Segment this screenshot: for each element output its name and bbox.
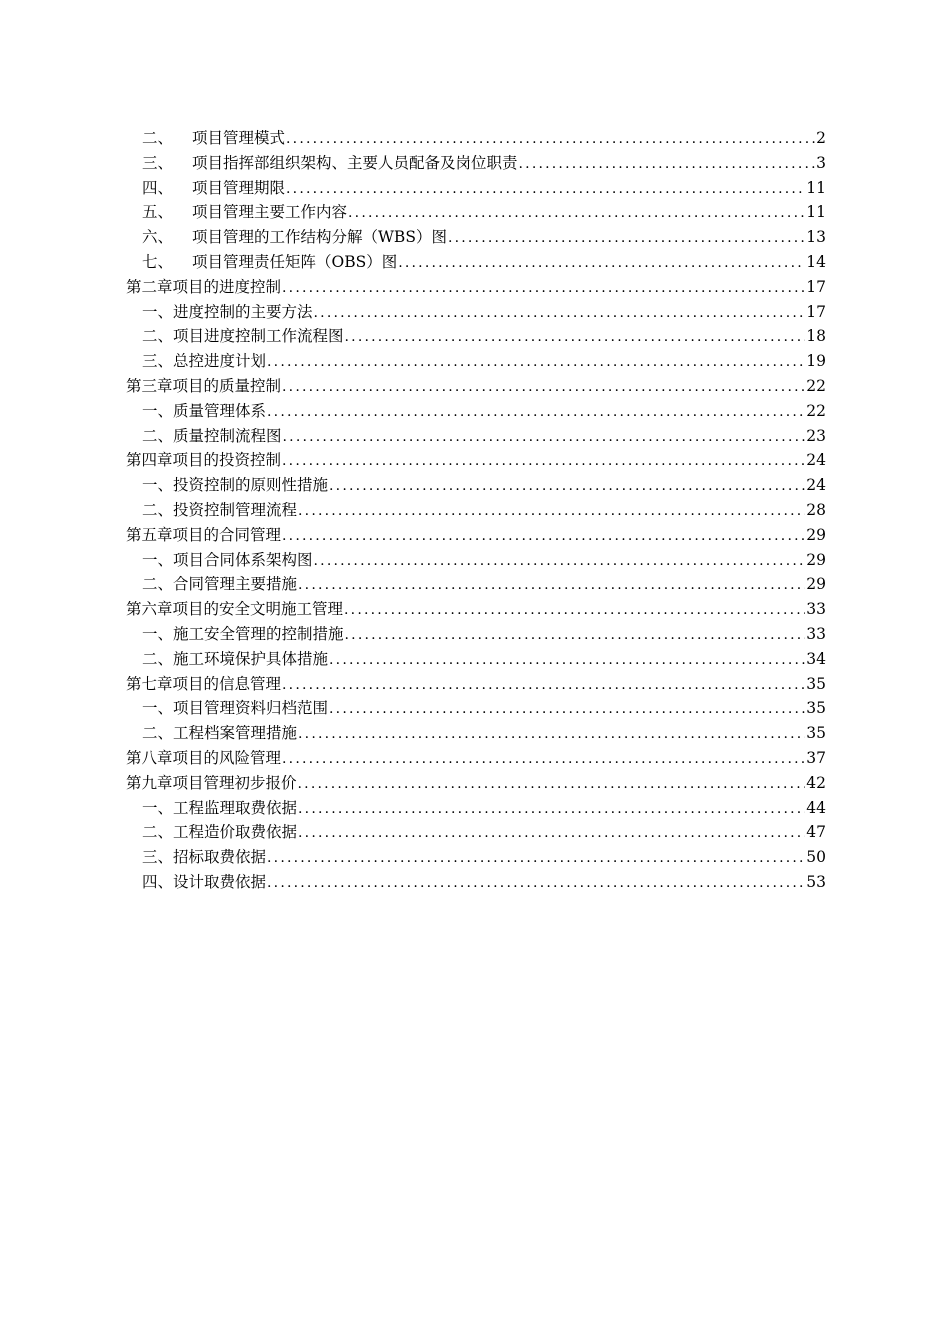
toc-page-number: 23 — [806, 426, 826, 445]
toc-entry-title: 项目的信息管理 — [172, 674, 282, 693]
toc-dot-leader — [286, 127, 815, 152]
toc-chapter-entry[interactable] — [126, 672, 826, 697]
toc-entry-number: 二、 — [142, 426, 174, 445]
toc-entry-number: 第三章 — [126, 376, 173, 395]
toc-entry-number: 一、 — [142, 476, 174, 495]
toc-entry-title: 项目的质量控制 — [172, 376, 282, 395]
toc-page-number: 34 — [806, 649, 826, 668]
toc-entry-number: 二、 — [142, 823, 174, 842]
toc-entry-number: 一、 — [142, 624, 174, 643]
toc-entry-title: 项目的进度控制 — [172, 277, 282, 296]
toc-entry-number: 第二章 — [126, 277, 173, 296]
toc-entry-number: 第四章 — [126, 451, 173, 470]
toc-page-number: 29 — [806, 550, 826, 569]
toc-entry-number: 第七章 — [126, 674, 173, 693]
toc-chapter-entry[interactable] — [126, 374, 826, 399]
toc-entry-number: 二、 — [142, 724, 174, 743]
toc-entry-title: 投资控制管理流程 — [173, 500, 298, 519]
toc-section-entry[interactable] — [126, 622, 826, 647]
toc-dot-leader — [348, 201, 805, 226]
toc-page-number: 19 — [806, 352, 826, 371]
toc-dot-leader — [314, 301, 806, 326]
toc-entry-number: 第八章 — [126, 748, 173, 767]
toc-section-entry[interactable] — [126, 820, 826, 845]
toc-page-number: 50 — [806, 848, 826, 867]
toc-entry-number: 二、 — [142, 575, 174, 594]
toc-entry-number: 五、 — [142, 203, 174, 222]
toc-section-entry[interactable] — [126, 473, 826, 498]
toc-entry-number: 七、 — [142, 252, 174, 271]
toc-dot-leader — [282, 375, 805, 400]
toc-dot-leader — [298, 772, 806, 797]
toc-entry-title: 项目管理模式 — [192, 129, 286, 147]
toc-section-entry[interactable] — [126, 300, 826, 325]
toc-section-entry[interactable] — [126, 424, 826, 449]
toc-section-entry[interactable] — [126, 176, 826, 201]
toc-section-entry[interactable] — [126, 845, 826, 870]
toc-entry-title: 施工环境保护具体措施 — [173, 649, 329, 668]
toc-entry-title: 质量管理体系 — [173, 401, 267, 420]
toc-chapter-entry[interactable] — [126, 275, 826, 300]
toc-entry-title: 项目管理主要工作内容 — [192, 203, 348, 222]
toc-entry-title: 项目管理责任矩阵（OBS）图 — [192, 252, 398, 271]
toc-dot-leader — [298, 821, 805, 846]
toc-dot-leader — [283, 425, 806, 450]
toc-page-number: 29 — [806, 525, 826, 544]
toc-entry-title: 项目管理初步报价 — [172, 773, 297, 792]
toc-dot-leader — [519, 152, 816, 177]
toc-entry-title: 工程监理取费依据 — [173, 798, 298, 817]
toc-chapter-entry[interactable] — [126, 523, 826, 548]
toc-page-number: 3 — [816, 153, 826, 172]
toc-entry-title: 设计取费依据 — [173, 872, 267, 891]
toc-section-entry[interactable] — [126, 250, 826, 275]
toc-dot-leader — [398, 251, 805, 276]
toc-dot-leader — [329, 474, 805, 499]
toc-page-number: 14 — [806, 252, 826, 271]
toc-entry-title: 项目管理的工作结构分解（WBS）图 — [192, 228, 447, 247]
toc-dot-leader — [344, 598, 805, 623]
toc-entry-number: 一、 — [142, 798, 174, 817]
toc-dot-leader — [298, 797, 805, 822]
toc-page-number: 17 — [806, 277, 826, 296]
toc-entry-number: 六、 — [142, 228, 174, 247]
toc-dot-leader — [329, 697, 805, 722]
toc-section-entry[interactable] — [126, 349, 826, 374]
toc-section-entry[interactable] — [126, 721, 826, 746]
toc-dot-leader — [282, 449, 805, 474]
toc-entry-number: 二、 — [142, 649, 174, 668]
toc-section-entry[interactable] — [126, 796, 826, 821]
toc-entry-title: 项目管理期限 — [192, 178, 286, 197]
toc-entry-title: 项目管理资料归档范围 — [173, 699, 329, 718]
toc-entry-title: 工程造价取费依据 — [173, 823, 298, 842]
toc-page-number: 13 — [806, 228, 826, 247]
toc-entry-number: 二、 — [142, 327, 174, 346]
toc-entry-number: 一、 — [142, 302, 174, 321]
toc-entry-number: 一、 — [142, 550, 174, 569]
toc-page-number: 22 — [806, 376, 826, 395]
toc-entry-title: 工程档案管理措施 — [173, 724, 298, 743]
toc-entry-number: 第六章 — [126, 600, 173, 619]
toc-page-number: 2 — [816, 129, 826, 147]
toc-dot-leader — [282, 276, 805, 301]
toc-section-entry[interactable] — [126, 696, 826, 721]
toc-entry-number: 二、 — [142, 129, 174, 147]
toc-dot-leader — [267, 871, 805, 896]
toc-entry-number: 一、 — [142, 401, 174, 420]
toc-entry-number: 四、 — [142, 872, 174, 891]
toc-chapter-entry[interactable] — [126, 597, 826, 622]
toc-section-entry[interactable] — [126, 324, 826, 349]
toc-entry-number: 二、 — [142, 500, 174, 519]
toc-entry-title: 招标取费依据 — [173, 848, 267, 867]
toc-section-entry[interactable] — [126, 498, 826, 523]
toc-page-number: 35 — [806, 724, 826, 743]
toc-dot-leader — [282, 747, 805, 772]
toc-page-number: 28 — [806, 500, 826, 519]
toc-entry-number: 第五章 — [126, 525, 173, 544]
toc-page-number: 22 — [806, 401, 826, 420]
toc-entry-title: 施工安全管理的控制措施 — [173, 624, 344, 643]
toc-page-number: 29 — [806, 575, 826, 594]
toc-page-number: 24 — [806, 451, 826, 470]
toc-section-entry[interactable] — [126, 200, 826, 225]
toc-dot-leader — [314, 549, 806, 574]
toc-page-number: 17 — [806, 302, 826, 321]
toc-entry-title: 项目的合同管理 — [172, 525, 282, 544]
toc-page-number: 35 — [806, 699, 826, 718]
toc-entry-title: 项目进度控制工作流程图 — [173, 327, 344, 346]
toc-entry-title: 项目指挥部组织架构、主要人员配备及岗位职责 — [192, 153, 518, 172]
toc-entry-title: 项目的投资控制 — [172, 451, 282, 470]
toc-page-number: 35 — [806, 674, 826, 693]
toc-entry-number: 三、 — [142, 352, 174, 371]
toc-section-entry[interactable] — [126, 225, 826, 250]
toc-entry-title: 投资控制的原则性措施 — [173, 476, 329, 495]
toc-dot-leader — [448, 226, 805, 251]
toc-dot-leader — [282, 524, 805, 549]
toc-chapter-entry[interactable] — [126, 746, 826, 771]
toc-section-entry[interactable] — [126, 870, 826, 895]
toc-section-entry[interactable] — [126, 647, 826, 672]
toc-page-number: 47 — [806, 823, 826, 842]
table-of-contents — [126, 126, 826, 895]
toc-chapter-entry[interactable] — [126, 448, 826, 473]
toc-dot-leader — [282, 673, 805, 698]
toc-section-entry[interactable] — [126, 126, 826, 151]
toc-entry-title: 进度控制的主要方法 — [173, 302, 313, 321]
toc-entry-title: 总控进度计划 — [173, 352, 267, 371]
toc-dot-leader — [345, 325, 806, 350]
toc-page-number: 37 — [806, 748, 826, 767]
toc-dot-leader — [286, 177, 805, 202]
toc-page-number: 44 — [806, 798, 826, 817]
toc-page-number: 11 — [806, 203, 826, 222]
toc-page-number: 42 — [806, 773, 826, 792]
toc-entry-title: 项目的安全文明施工管理 — [172, 600, 344, 619]
toc-dot-leader — [298, 573, 805, 598]
toc-entry-number: 三、 — [142, 153, 174, 172]
toc-page-number: 11 — [806, 178, 826, 197]
toc-page-number: 24 — [806, 476, 826, 495]
toc-section-entry[interactable] — [126, 399, 826, 424]
toc-dot-leader — [267, 400, 805, 425]
toc-dot-leader — [298, 722, 805, 747]
toc-page-number: 53 — [806, 872, 826, 891]
toc-dot-leader — [267, 350, 805, 375]
toc-page-number: 33 — [806, 600, 826, 619]
toc-entry-title: 合同管理主要措施 — [173, 575, 298, 594]
toc-section-entry[interactable] — [126, 572, 826, 597]
toc-entry-number: 四、 — [142, 178, 174, 197]
toc-entry-title: 项目合同体系架构图 — [173, 550, 313, 569]
toc-entry-number: 一、 — [142, 699, 174, 718]
toc-dot-leader — [329, 648, 805, 673]
toc-entry-number: 三、 — [142, 848, 174, 867]
toc-chapter-entry[interactable] — [126, 771, 826, 796]
toc-page-number: 33 — [806, 624, 826, 643]
toc-dot-leader — [345, 623, 806, 648]
toc-section-entry[interactable] — [126, 151, 826, 176]
toc-entry-title: 质量控制流程图 — [173, 426, 282, 445]
toc-section-entry[interactable] — [126, 548, 826, 573]
toc-dot-leader — [267, 846, 805, 871]
toc-dot-leader — [298, 499, 805, 524]
toc-page-number: 18 — [806, 327, 826, 346]
toc-entry-number: 第九章 — [126, 773, 173, 792]
toc-entry-title: 项目的风险管理 — [172, 748, 282, 767]
